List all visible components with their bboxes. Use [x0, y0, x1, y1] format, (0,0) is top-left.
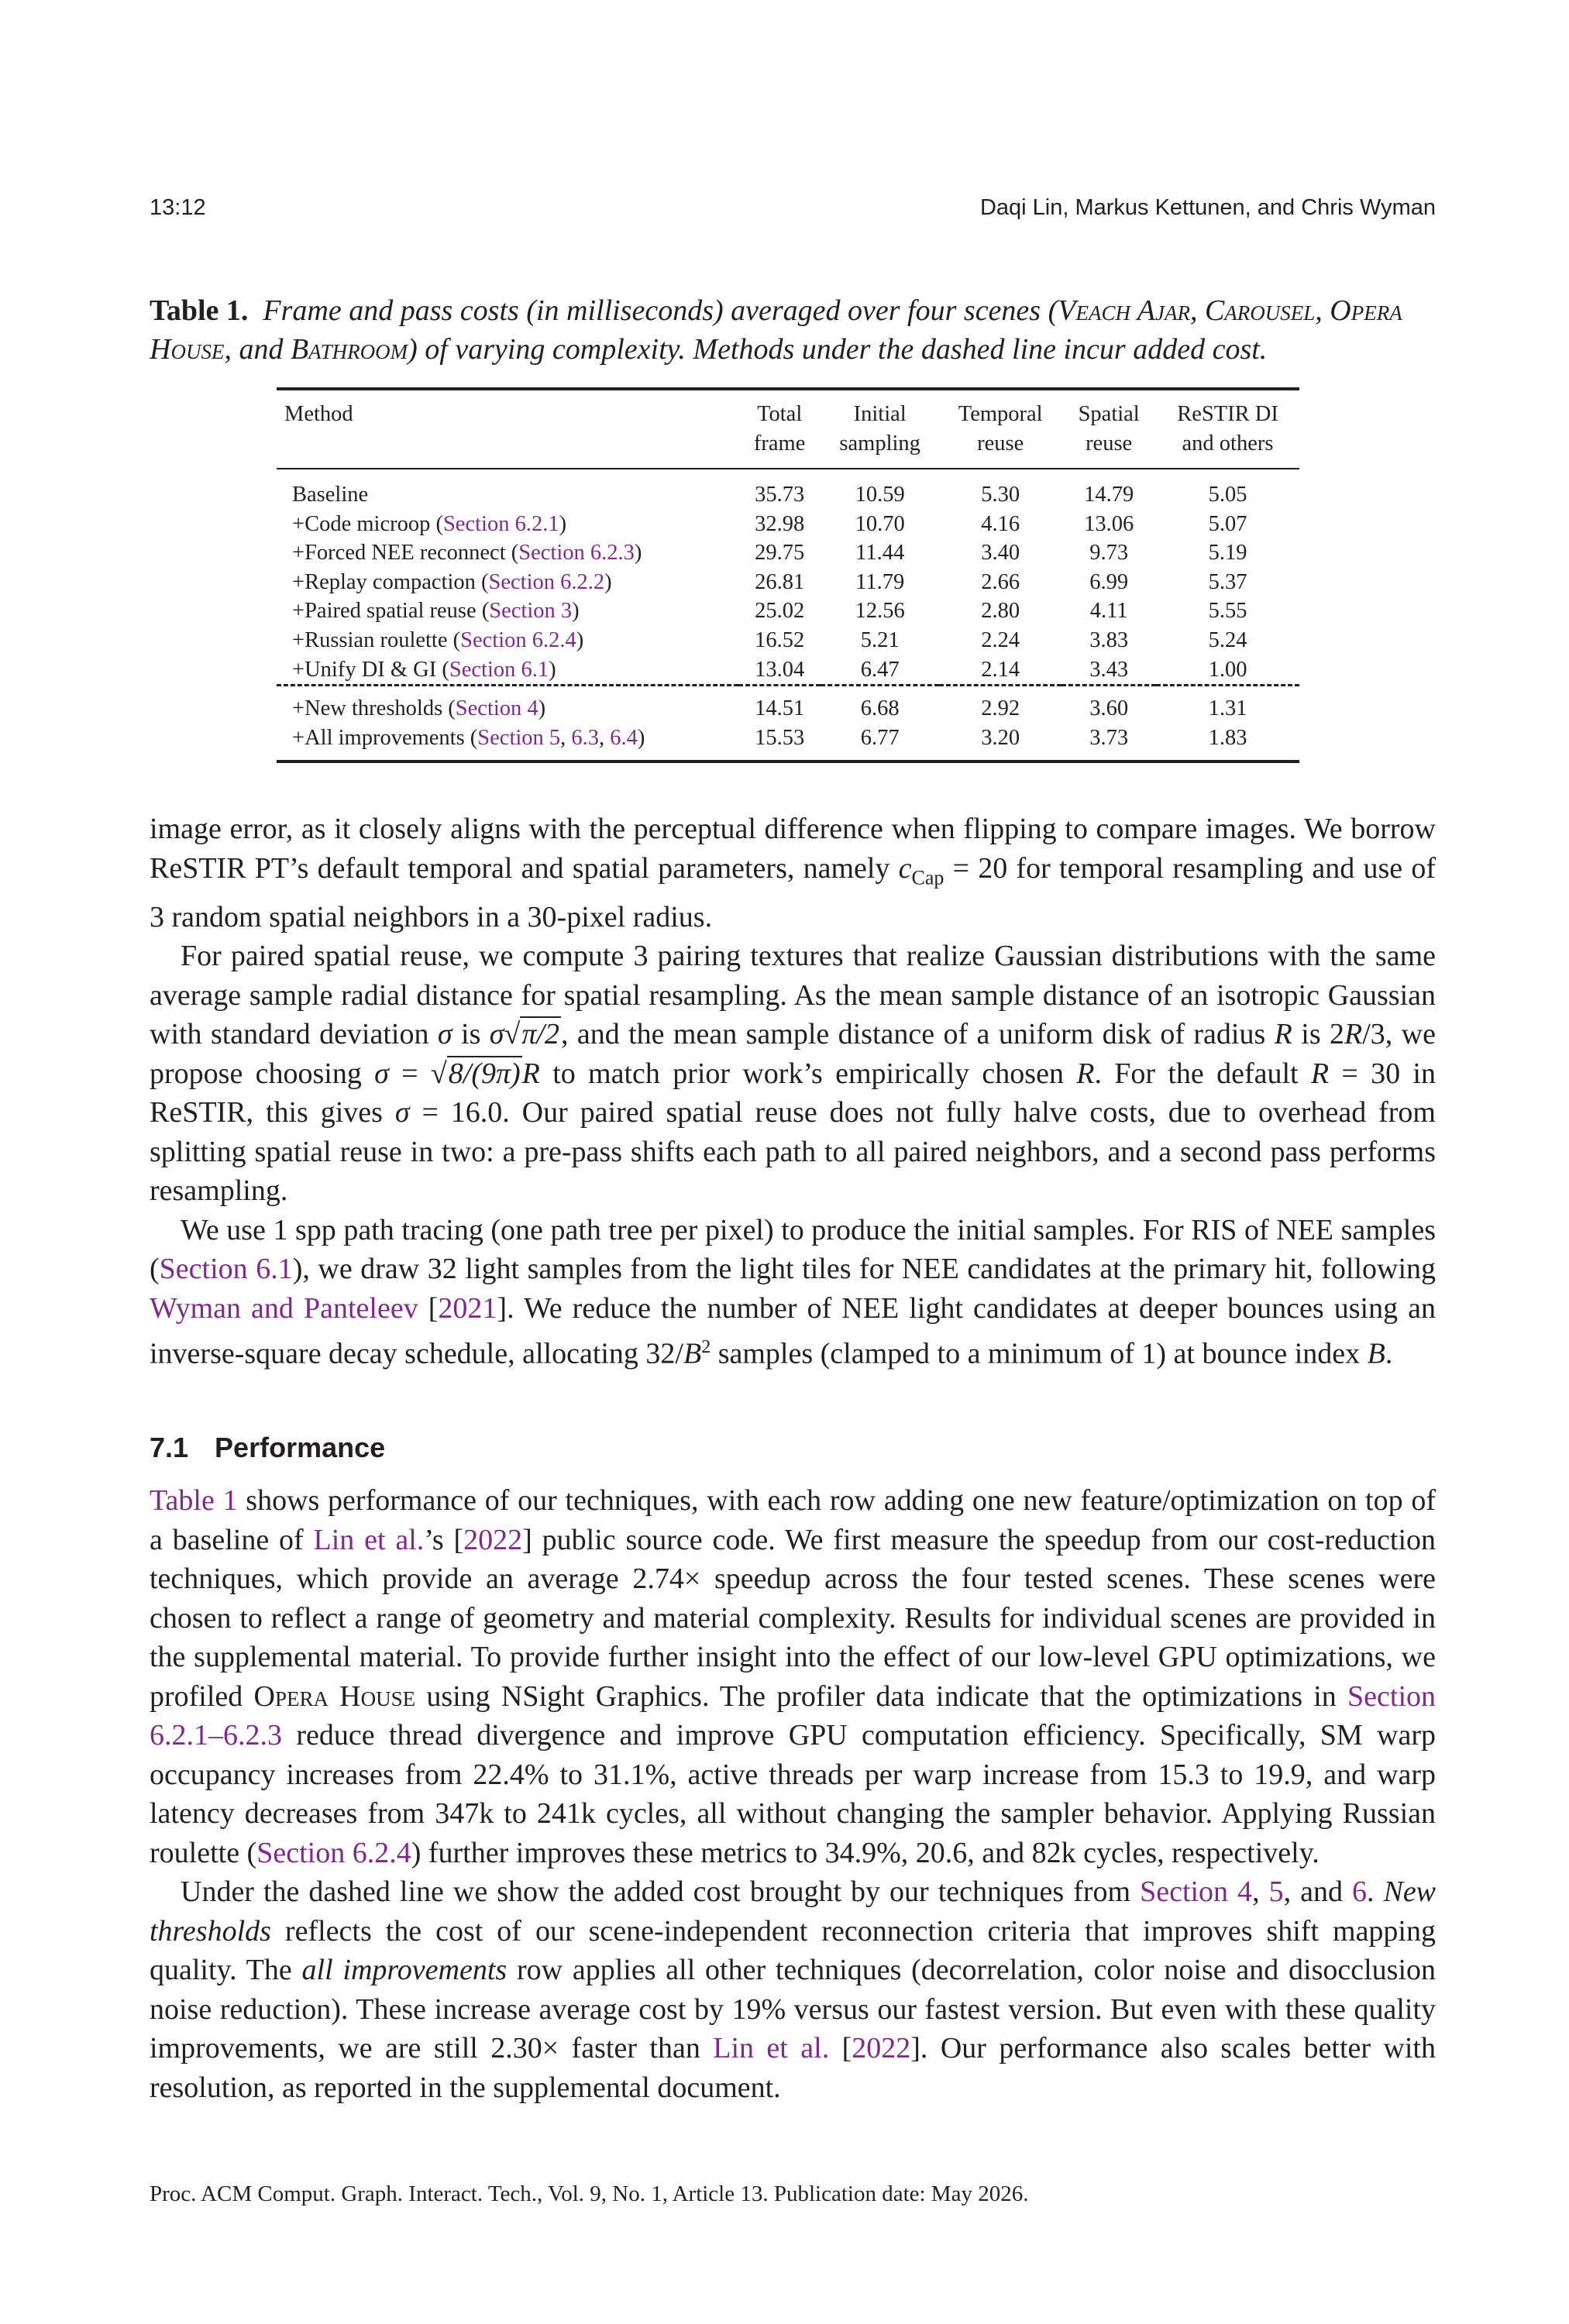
page-footer: Proc. ACM Comput. Graph. Interact. Tech., Vol. 9, No. 1, Article 13. Publication date: May 2026. [150, 2181, 1029, 2206]
cell-initial: 11.79 [855, 569, 905, 594]
citation-link[interactable]: 2022 [463, 1523, 523, 1556]
cell-initial: 11.44 [855, 541, 905, 566]
running-header-authors: Daqi Lin, Markus Kettunen, and Chris Wyman [979, 195, 1436, 220]
body-text-top [150, 810, 1436, 1373]
table-row [277, 510, 1299, 539]
cell-spatial: 4.11 [1089, 599, 1128, 624]
cell-restir: 5.37 [1208, 569, 1247, 594]
citation-link[interactable]: 2021 [438, 1291, 497, 1325]
col-header-restir: ReSTIR DI and others [1156, 389, 1299, 469]
table-row [277, 655, 1299, 686]
citation-link[interactable]: Wyman and Panteleev [150, 1291, 418, 1325]
paragraph: Table 1 shows performance of our techniques, with each row adding one new feature/optimization on top of a baseline of Lin et al.’s [2022] public source code. We first measure the speedup from our cost-reduction techniques, which provide an average 2.74× speedup across the four tested scenes. These scenes were chosen to reflect a range of geometry and material complexity. Results for individual scenes are provided in the supplemental material. To provide further insight into the effect of our low-level GPU optimizations, we profiled Opera House using NSight Graphics. The profiler data indicate that the optimizations in Section 6.2.1–6.2.3 reduce thread divergence and improve GPU computation efficiency. Specifically, SM warp occupancy increases from 22.4% to 31.1%, active threads per warp increase from 15.3 to 19.9, and warp latency decreases from 347k to 241k cycles, all without changing the sampler behavior. Applying Russian roulette (Section 6.2.4) further improves these metrics to 34.9%, 20.6, and 82k cycles, respectively. [150, 1484, 1436, 1869]
table-header-row [277, 389, 1299, 469]
table-caption [150, 291, 1436, 369]
paragraph: For paired spatial reuse, we compute 3 pairing textures that realize Gaussian distributions with the same average sample radial distance for spatial resampling. As the mean sample distance of an isotropic Gaussian with standard deviation σ is σ√π/2, and the mean sample distance of a uniform disk of radius R is 2R/3, we propose choosing σ = √8/(9π)R to match prior work’s empirically chosen R. For the default R = 30 in ReSTIR, this gives σ = 16.0. Our paired spatial reuse does not fully halve costs, due to overhead from splitting spatial reuse in two: a pre-pass shifts each path to all paired neighbors, and a second pass performs resampling. [150, 940, 1436, 1208]
section-link[interactable]: Section 4 [1140, 1875, 1253, 1908]
caption-text: Frame and pass costs (in milliseconds) averaged over four scenes (Veach Ajar, Carousel, Opera House, and Bathroom) of varying complexity. Methods under the dashed line incur added cost. [150, 294, 1402, 366]
citation-link[interactable]: Lin et al. [313, 1523, 425, 1556]
cell-spatial: 14.79 [1084, 483, 1134, 507]
cell-spatial: 13.06 [1084, 511, 1134, 536]
paragraph: image error, as it closely aligns with the perceptual difference when flipping to compare images. We borrow ReSTIR PT’s default temporal and spatial parameters, namely $c_{Cap} = 20$ for temporal resampling and use of 3 random spatial neighbors in a 30-pixel radius. [150, 813, 1436, 933]
section-heading: 7.1 Performance [150, 1432, 386, 1463]
cell-spatial: 9.73 [1089, 541, 1129, 566]
cell-restir: 5.07 [1208, 511, 1247, 536]
table-row [277, 626, 1299, 655]
cell-initial: 5.21 [860, 627, 900, 652]
cost-table [277, 387, 1299, 763]
cell-initial: 10.70 [855, 511, 905, 536]
section-link[interactable]: Section 5 [477, 725, 561, 750]
section-link[interactable]: Section 6.1 [449, 657, 549, 682]
section-link[interactable]: Section 6.2.4 [460, 627, 576, 652]
cell-spatial: 3.43 [1089, 657, 1129, 682]
section-link[interactable]: Section 6.2.2 [488, 569, 605, 594]
cell-initial: 6.47 [860, 657, 900, 682]
row-method: Baseline [292, 483, 369, 507]
cell-temporal: 2.14 [981, 657, 1020, 682]
row-method: +New thresholds (Section 4) [277, 686, 738, 724]
section-link[interactable]: Section 6.2.1 [442, 511, 559, 536]
table-row [277, 469, 1299, 510]
section-link[interactable]: 6.3 [571, 725, 600, 750]
section-link[interactable]: Section 4 [455, 696, 538, 721]
cell-total: 15.53 [738, 724, 821, 762]
section-link[interactable]: Section 3 [489, 599, 573, 624]
caption-label: Table 1. [150, 294, 249, 327]
cell-spatial: 6.99 [1089, 569, 1129, 594]
section-link[interactable]: 6.4 [610, 725, 638, 750]
cell-total: 14.51 [738, 686, 821, 724]
col-header-initial: Initial sampling [821, 389, 939, 469]
row-method: +Code microop (Section 6.2.1) [292, 511, 567, 536]
cell-restir: 1.83 [1156, 724, 1299, 762]
cell-temporal: 4.16 [981, 511, 1020, 536]
citation-link[interactable]: Lin et al. [713, 2032, 830, 2064]
cell-total: 13.04 [755, 657, 805, 682]
cell-total: 25.02 [755, 599, 805, 624]
cell-initial: 10.59 [855, 483, 905, 507]
row-method: +Replay compaction (Section 6.2.2) [292, 569, 612, 594]
cell-temporal: 2.80 [981, 599, 1020, 624]
cell-restir: 5.19 [1208, 541, 1247, 566]
row-method: +Forced NEE reconnect (Section 6.2.3) [292, 541, 642, 566]
cell-temporal: 2.92 [939, 686, 1061, 724]
cell-initial: 6.77 [821, 724, 939, 762]
table-row [277, 538, 1299, 568]
cell-spatial: 3.73 [1061, 724, 1156, 762]
cell-total: 32.98 [755, 511, 805, 536]
paragraph: We use 1 spp path tracing (one path tree per pixel) to produce the initial samples. For RIS of NEE samples (Section 6.1), we draw 32 light samples from the light tiles for NEE candidates at the primary hit, following Wyman and Panteleev [2021]. We reduce the number of NEE light candidates at deeper bounces using an inverse-square decay schedule, allocating $32/B^2$ samples (clamped to a minimum of 1) at bounce index B. [150, 1213, 1437, 1370]
cell-temporal: 2.66 [981, 569, 1020, 594]
cell-restir: 1.00 [1208, 657, 1247, 682]
cell-temporal: 5.30 [981, 483, 1020, 507]
section-link[interactable]: 6 [1351, 1875, 1367, 1908]
cell-temporal: 2.24 [981, 627, 1020, 652]
cell-restir: 1.31 [1156, 686, 1299, 724]
cell-total: 16.52 [755, 627, 805, 652]
row-method: +All improvements (Section 5, 6.3, 6.4) [277, 724, 738, 762]
col-header-temporal: Temporal reuse [939, 389, 1061, 469]
section-link[interactable]: Section 6.1 [159, 1253, 293, 1286]
cell-total: 35.73 [755, 483, 805, 507]
cell-temporal: 3.40 [981, 541, 1020, 566]
table-row [277, 724, 1299, 762]
cell-initial: 12.56 [855, 599, 905, 624]
row-method: +Paired spatial reuse (Section 3) [292, 599, 580, 624]
section-link[interactable]: Section 6.2.3 [518, 541, 635, 566]
cell-restir: 5.05 [1208, 483, 1247, 507]
cell-temporal: 3.20 [939, 724, 1061, 762]
table-row [277, 596, 1299, 626]
body-text-bottom [150, 1481, 1436, 2107]
section-link[interactable]: Section 6.2.1–6.2.3 [150, 1679, 1436, 1752]
table-link[interactable]: Table 1 [150, 1484, 238, 1517]
cell-restir: 5.24 [1208, 627, 1247, 652]
row-method: +Russian roulette (Section 6.2.4) [292, 627, 584, 652]
cell-restir: 5.55 [1208, 599, 1247, 624]
section-link[interactable]: Section 6.2.4 [256, 1836, 411, 1869]
cell-initial: 6.68 [821, 686, 939, 724]
cell-spatial: 3.83 [1089, 627, 1129, 652]
paragraph: Under the dashed line we show the added cost brought by our techniques from Section 4, 5, and 6. New thresholds reflects the cost of our scene-independent reconnection criteria that improves shift mapping quality. The all improvements row applies all other techniques (decorrelation, color noise and disocclusion noise reduction). These increase average cost by 19% versus our fastest version. But even with these quality improvements, we are still 2.30× faster than Lin et al. [2022]. Our performance also scales better with resolution, as reported in the supplemental document. [150, 1875, 1437, 2104]
cell-total: 26.81 [755, 569, 805, 594]
col-header-method: Method [277, 389, 738, 469]
cell-total: 29.75 [755, 541, 805, 566]
table-row [277, 686, 1299, 724]
cell-spatial: 3.60 [1061, 686, 1156, 724]
col-header-spatial: Spatial reuse [1061, 389, 1156, 469]
page-number: 13:12 [150, 195, 206, 220]
section-link[interactable]: 5 [1268, 1875, 1284, 1908]
table-row [277, 568, 1299, 597]
col-header-total: Total frame [738, 389, 821, 469]
row-method: +Unify DI & GI (Section 6.1) [292, 657, 556, 682]
citation-link[interactable]: 2022 [852, 2032, 911, 2064]
